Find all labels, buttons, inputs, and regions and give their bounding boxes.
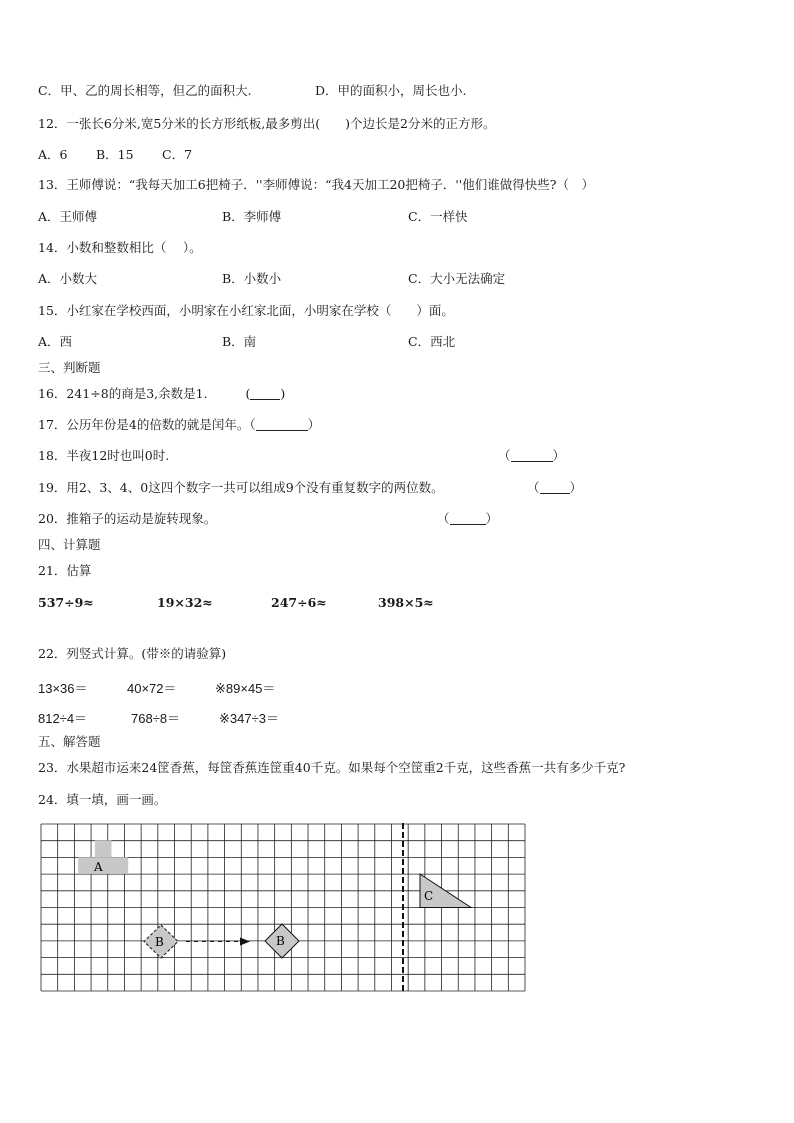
- shape-b-original: [144, 925, 178, 958]
- estimate-4: 398×5≈: [378, 595, 434, 610]
- calc-5: 768÷8＝: [131, 711, 181, 726]
- section-4-heading: 四、计算题: [38, 537, 101, 552]
- q12-option-b: B．15: [96, 147, 134, 162]
- option-d: D．甲的面积小，周长也小.: [315, 83, 467, 98]
- question-21: 21．估算: [38, 563, 92, 578]
- q13-option-c: C．一样快: [408, 209, 468, 224]
- question-20-text: 20．推箱子的运动是旋转现象。: [38, 511, 217, 526]
- q14-option-c: C．大小无法确定: [408, 271, 506, 286]
- question-18: [38, 448, 169, 464]
- answer-blank-20[interactable]: （ ）: [437, 511, 499, 526]
- calc-3: ※89×45＝: [215, 681, 276, 696]
- q14-option-b: B．小数小: [222, 271, 282, 286]
- section-5-heading: 五、解答题: [38, 734, 101, 749]
- label-b: B: [155, 935, 164, 949]
- question-18-text: 18．半夜12时也叫0时.: [38, 448, 170, 463]
- calc-6: ※347÷3＝: [219, 711, 279, 726]
- q14-option-a: A．小数大: [38, 271, 98, 286]
- calc-2: 40×72＝: [127, 681, 177, 696]
- square-grid-figure: [40, 823, 526, 993]
- question-15: 15．小红家在学校西面，小明家在小红家北面，小明家在学校（ ）面。: [38, 303, 454, 318]
- question-22: 22．列竖式计算。(带※的请验算): [38, 646, 227, 661]
- estimate-3: 247÷6≈: [271, 595, 327, 610]
- answer-blank[interactable]: （ ）: [249, 417, 321, 432]
- estimate-1: 537÷9≈: [38, 595, 94, 610]
- q15-option-c: C．西北: [408, 334, 456, 349]
- question-17: [38, 417, 320, 433]
- question-20: [38, 511, 216, 527]
- question-16: [38, 386, 285, 402]
- label-a: A: [94, 860, 103, 874]
- q13-option-b: B．李师傅: [222, 209, 282, 224]
- estimate-2: 19×32≈: [157, 595, 213, 610]
- q13-option-a: A．王师傅: [38, 209, 98, 224]
- question-14: 14．小数和整数相比（ ）。: [38, 240, 202, 255]
- shape-a: [78, 841, 128, 875]
- calc-1: 13×36＝: [38, 681, 88, 696]
- answer-blank[interactable]: ( ): [245, 386, 286, 401]
- answer-blank-19[interactable]: （ ）: [527, 480, 583, 495]
- question-24: 24．填一填，画一画。: [38, 792, 167, 807]
- label-b2: B: [276, 934, 285, 948]
- label-c: C: [424, 889, 434, 903]
- question-16-text: 16．241÷8的商是3,余数是1.: [38, 386, 208, 401]
- translation-arrow: [186, 938, 250, 946]
- q12-option-a: A．6: [38, 147, 68, 162]
- question-12: 12．一张长6分米,宽5分米的长方形纸板,最多剪出( )个边长是2分米的正方形。: [38, 116, 496, 131]
- question-19: [38, 480, 444, 496]
- q15-option-a: A．西: [38, 334, 73, 349]
- option-c: C．甲、乙的周长相等，但乙的面积大.: [38, 83, 252, 98]
- question-13: 13．王师傅说：“我每天加工6把椅子．''李师傅说：“我4天加工20把椅子．''他们谁做得快些?（ ）: [38, 177, 594, 192]
- calc-4: 812÷4＝: [38, 711, 88, 726]
- q12-option-c: C．7: [162, 147, 193, 162]
- question-19-text: 19．用2、3、4、0这四个数字一共可以组成9个没有重复数字的两位数。: [38, 480, 444, 495]
- question-17-text: 17．公历年份是4的倍数的就是闰年。: [38, 417, 250, 432]
- shape-b-translated: [265, 924, 299, 958]
- question-23: 23．水果超市运来24筐香蕉，每筐香蕉连筐重40千克。如果每个空筐重2千克，这些香蕉一共有多少千克?: [38, 760, 626, 775]
- q15-option-b: B．南: [222, 334, 257, 349]
- answer-blank-18[interactable]: （ ）: [498, 448, 566, 463]
- section-3-heading: 三、判断题: [38, 360, 101, 375]
